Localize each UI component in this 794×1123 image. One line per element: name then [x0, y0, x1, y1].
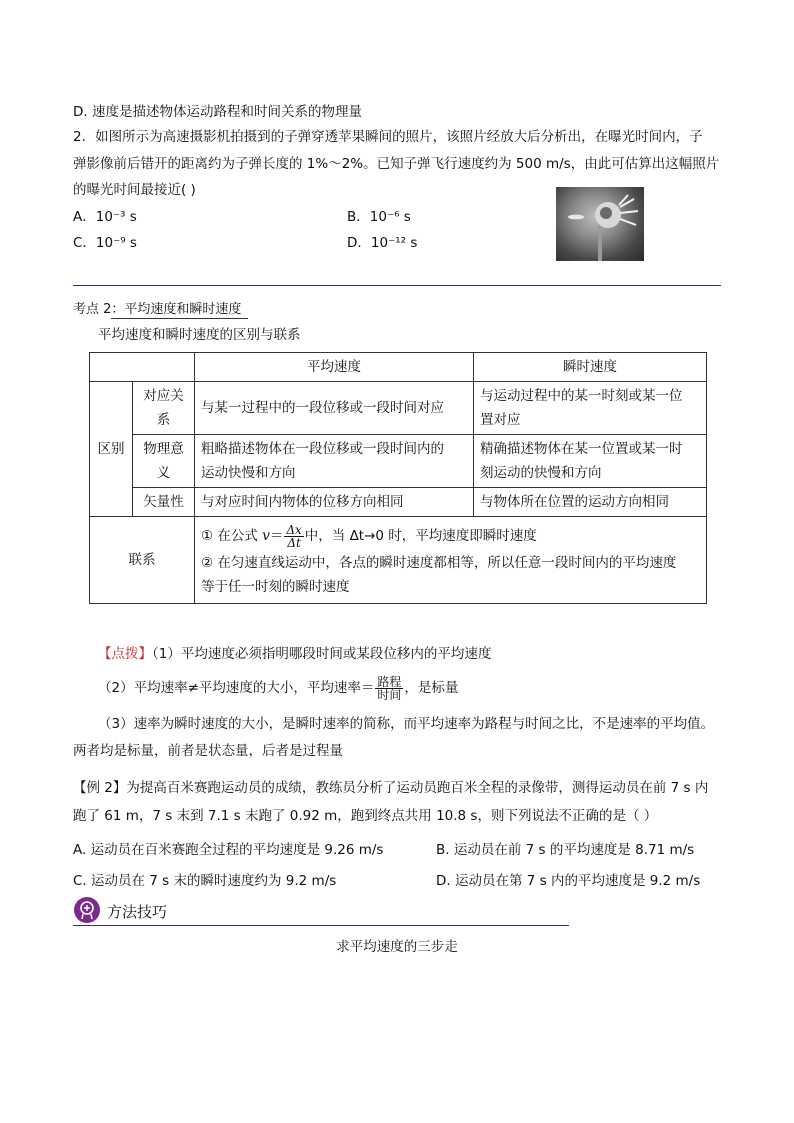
relation-item-2-line-2: 等于任一时刻的瞬时速度: [201, 579, 350, 595]
header-average-velocity: 平均速度: [195, 353, 474, 382]
cell-inst-meaning: 精确描述物体在某一位置或某一时 刻运动的快慢和方向: [474, 435, 707, 488]
relation-label: 联系: [90, 517, 195, 604]
brain-head-icon: [74, 897, 100, 923]
section-title-underline: [111, 318, 248, 319]
method-divider: [73, 925, 569, 926]
tip-label: 【点拨】: [98, 646, 152, 662]
tip-1: 【点拨】（1）平均速度必须指明哪段时间或某段位移内的平均速度: [98, 646, 492, 662]
question-2-line-3: 的曝光时间最接近( ): [73, 182, 196, 198]
table-row: [90, 435, 707, 488]
question-2-line-2: 弹影像前后错开的距离约为子弹长度的 1%～2%。已知子弹飞行速度约为 500 m/s，由此可估算出这幅照片: [73, 156, 720, 172]
question-2-option-c: C．10⁻⁹ s: [73, 235, 137, 251]
tip-2: （2）平均速率≠平均速度的大小，平均速率＝ $\frac{\text{路程}}{\text{时间}}$ ，是标量: [98, 674, 459, 702]
fraction-dx-dt: $\frac{\Delta x}{\Delta t}$: [286, 522, 302, 550]
group-difference-label: 区别: [90, 382, 133, 517]
table-row: [90, 488, 707, 517]
cell-inst-correspondence: 与运动过程中的某一时刻或某一位 置对应: [474, 382, 707, 435]
question-2-option-b: B．10⁻⁶ s: [347, 209, 411, 225]
fraction-distance-time: $\frac{\text{路程}}{\text{时间}}$: [377, 674, 402, 702]
table-row: [90, 517, 707, 604]
table-row: [90, 382, 707, 435]
row-label-vector: 矢量性: [133, 488, 195, 517]
example-option-c: C. 运动员在 7 s 末的瞬时速度约为 9.2 m/s: [73, 873, 337, 889]
method-subtitle: 求平均速度的三步走: [336, 939, 458, 955]
comparison-table: [89, 352, 707, 604]
relation-content: [195, 517, 707, 604]
question-2-option-a: A．10⁻³ s: [73, 209, 137, 225]
cell-inst-vector: 与物体所在位置的运动方向相同: [474, 488, 707, 517]
method-title: 方法技巧: [107, 903, 168, 921]
example-2-line-2: 跑了 61 m，7 s 末到 7.1 s 末跑了 0.92 m，跑到终点共用 10.8 s，则下列说法不正确的是（ ）: [73, 808, 658, 824]
section-divider: [73, 285, 721, 286]
option-d-prev: D. 速度是描述物体运动路程和时间关系的物理量: [73, 104, 362, 120]
section-title: 考点 2：平均速度和瞬时速度: [73, 302, 242, 317]
question-2-line-1: 2．如图所示为高速摄影机拍摄到的子弹穿透苹果瞬间的照片，该照片经放大后分析出，在曝光时间内，子: [73, 129, 703, 145]
question-2-option-d: D．10⁻¹² s: [347, 235, 418, 251]
relation-item-2-line-1: ② 在匀速直线运动中，各点的瞬时速度都相等，所以任意一段时间内的平均速度: [201, 555, 677, 571]
bullet-apple-photo: [556, 187, 644, 261]
cell-avg-correspondence: 与某一过程中的一段位移或一段时间对应: [195, 382, 474, 435]
table-header-row: [90, 353, 707, 382]
cell-avg-vector: 与对应时间内物体的位移方向相同: [195, 488, 474, 517]
relation-item-1: ① 在公式 v＝ $\frac{\Delta x}{\Delta t}$ 中，当 Δt→0 时，平均速度即瞬时速度: [201, 522, 537, 550]
example-option-b: B. 运动员在前 7 s 的平均速度是 8.71 m/s: [436, 842, 695, 858]
example-option-a: A. 运动员在百米赛跑全过程的平均速度是 9.26 m/s: [73, 842, 384, 858]
tip-3-line-1: （3）速率为瞬时速度的大小，是瞬时速率的简称，而平均速率为路程与时间之比，不是速率的平均值。: [98, 716, 715, 732]
bullet-apple-illustration: [556, 187, 644, 261]
cell-avg-meaning: 粗略描述物体在一段位移或一段时间内的 运动快慢和方向: [195, 435, 474, 488]
row-label-correspondence: 对应关 系: [133, 382, 195, 435]
example-2-line-1: 【例 2】为提高百米赛跑运动员的成绩，教练员分析了运动员跑百米全程的录像带，测得运动员在前 7 s 内: [73, 780, 709, 796]
tip-3-line-2: 两者均是标量，前者是状态量，后者是过程量: [73, 743, 343, 759]
table-corner-cell: [90, 353, 195, 382]
row-label-meaning: 物理意 义: [133, 435, 195, 488]
header-instant-velocity: 瞬时速度: [474, 353, 707, 382]
example-option-d: D. 运动员在第 7 s 内的平均速度是 9.2 m/s: [436, 873, 701, 889]
section-subtitle: 平均速度和瞬时速度的区别与联系: [98, 327, 301, 343]
